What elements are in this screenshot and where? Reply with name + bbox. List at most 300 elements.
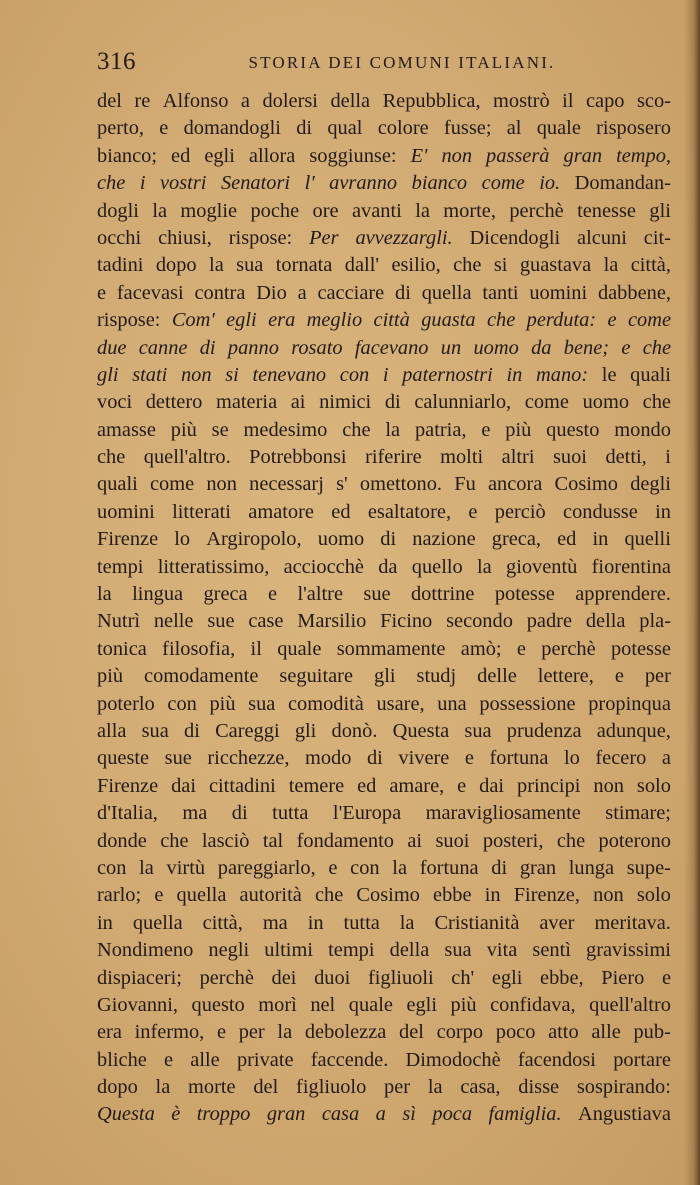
text-line [97,444,671,471]
word: egli [491,966,523,989]
word: la [385,418,401,441]
word: che [453,254,482,277]
italic-word: è [171,1103,181,1126]
word: tal [262,829,284,852]
italic-word: in [506,363,523,386]
word: infermo, [134,1021,205,1044]
word: di [384,391,401,414]
word: Piero [601,966,645,989]
word: alle [190,1048,220,1071]
word: una [437,692,467,715]
word: sue [164,747,192,770]
word: sua [464,719,492,742]
word: gli [649,199,671,222]
word: d'Italia, [97,802,158,825]
word: sommamente [336,637,446,660]
word: comodità [287,692,364,715]
word: confidava, [490,993,576,1016]
word: l'altre [297,583,344,606]
word: non [593,884,624,907]
word: la [415,199,430,222]
italic-word: due [97,336,127,359]
word: la [155,1076,171,1099]
word: pareggiarlo, [217,856,316,879]
word: sua [141,719,169,742]
word: nimici [319,391,372,414]
word: cittadini [208,774,276,797]
word: omettono. [359,473,443,496]
word: potesse [610,637,671,660]
word: bianco; [97,144,158,167]
word: chiusi, [158,226,212,249]
word: ancora [487,473,543,496]
page-number: 316 [97,48,136,75]
word: filosofia, [162,637,236,660]
word: uomini [529,281,588,304]
italic-word: e [621,336,631,359]
word: in [484,884,501,907]
text-line [97,143,671,170]
word: la [277,1021,293,1044]
word: Careggi [215,719,280,742]
word: ma [182,802,208,825]
word: Nutrì [97,610,141,633]
text-line [97,198,671,225]
word: che [342,418,371,441]
page-edge-shadow [684,0,700,1185]
italic-word: passerà [486,144,550,167]
word: litteratissimo, [157,555,270,578]
word: Angustiava [578,1103,671,1126]
word: morte, [443,199,496,222]
word: Ficino [380,610,433,633]
word: a [661,747,671,770]
word: nel [310,993,336,1016]
word: dai [479,774,505,797]
word: in [307,911,324,934]
text-line [97,663,671,690]
italic-word: non [441,144,473,167]
word: nelle [153,610,194,633]
word: domandogli [183,117,281,140]
italic-word: io. [539,172,561,195]
italic-word: che [97,172,126,195]
word: facevasi [116,281,184,304]
word: amasse [97,418,156,441]
word: la [139,856,154,879]
word: al [506,117,522,140]
word: ed [171,144,191,167]
word: non [593,774,624,797]
text-line [97,608,671,635]
word: supe- [626,856,671,879]
italic-word: un [440,336,462,359]
italic-word: tempo, [616,144,671,167]
word: quelli [624,528,671,551]
word: Nondimeno [97,939,194,962]
word: ai [407,829,423,852]
word: rispose: [97,309,161,332]
word: Dicendogli [469,226,561,249]
word: e [159,117,169,140]
word: città, [202,911,243,934]
text-line [97,417,671,444]
word: in [97,911,113,934]
text-line [97,280,671,307]
italic-word: e [607,309,617,332]
word: s' [336,473,348,496]
word: e [328,856,338,879]
word: queste [97,747,150,770]
word: perchè [541,637,596,660]
word: e [216,1021,226,1044]
word: acciocchè [283,555,364,578]
word: patria, [414,418,467,441]
word: contra [194,281,246,304]
word: guastava [519,254,592,277]
word: e [614,665,624,688]
italic-word: Per [309,226,339,249]
word: ch' [451,966,475,989]
italic-word: avvezzargli. [355,226,453,249]
word: ebbe [433,884,472,907]
word: poterlo [97,692,155,715]
word: Questa [392,719,450,742]
text-line [97,882,671,909]
word: quella [176,884,227,907]
word: Fu [454,473,476,496]
word: se [211,418,229,441]
word: quali [97,473,138,496]
word: disse [518,1076,560,1099]
word: vita [486,939,518,962]
word: usare, [376,692,425,715]
italic-word: come [627,309,671,332]
word: la [399,911,415,934]
word: più [170,418,197,441]
word: dall' [344,254,380,277]
word: condusse [563,500,638,523]
italic-word: Senatori [220,172,291,195]
word: egli [204,144,235,167]
text-line [97,718,671,745]
word: che [556,829,586,852]
word: del [399,1021,424,1044]
word: figliuolo [296,1076,367,1099]
text-line [97,965,671,992]
word: voci [97,391,133,414]
word: portare [613,1048,671,1071]
text-line [97,389,671,416]
word: tornata [275,254,333,277]
word: gravissimi [586,939,671,962]
italic-word: gran [563,144,603,167]
body-text [97,88,671,1129]
word: Potrebbonsi [249,446,347,469]
word: fiorentina [591,555,671,578]
word: amare, [389,774,445,797]
word: più [505,418,532,441]
word: e [661,966,671,989]
word: greca [203,583,248,606]
text-line [97,992,671,1019]
word: vivere [398,747,450,770]
word: sua [248,692,276,715]
italic-word: egli [226,309,257,332]
word: la [209,254,224,277]
word: che [160,829,189,852]
text-line [97,526,671,553]
word: prudenza [506,719,582,742]
word: ai [290,391,306,414]
word: tempi [97,555,144,578]
word: con [97,856,127,879]
word: ed [357,774,377,797]
word: fortuna [489,747,549,770]
italic-word: con [339,363,370,386]
word: fusse; [443,117,492,140]
text-line [97,937,671,964]
word: lo [174,528,191,551]
word: mondo [614,418,671,441]
word: faccende. [310,1048,389,1071]
text-line [97,581,671,608]
word: Cosimo [554,473,618,496]
word: colore [377,117,429,140]
italic-word: mano: [536,363,589,386]
word: a [240,90,250,112]
word: necessarj [249,473,324,496]
word: cit- [643,226,671,249]
word: Domandan- [574,172,671,195]
word: alla [97,719,127,742]
word: uomini [97,500,155,523]
word: morì [258,993,297,1016]
word: sua [236,254,264,277]
text-line [97,828,671,855]
word: amatore [248,500,314,523]
word: e [457,774,467,797]
word: autorità [239,884,302,907]
word: dopo [155,254,197,277]
word: Argiropolo, [206,528,302,551]
italic-word: città [373,309,410,332]
word: donò. [331,719,378,742]
word: tempi [328,939,375,962]
word: Repubblica, [382,90,481,112]
word: della [389,939,430,962]
italic-word: troppo [196,1103,251,1126]
italic-word: i [139,172,146,195]
word: per [238,1021,265,1044]
word: materia [215,391,278,414]
word: sue [207,610,235,633]
word: avanti [351,199,402,222]
word: fecero [595,747,647,770]
word: greca, [491,528,541,551]
word: sospirando: [576,1076,671,1099]
word: che [642,391,671,414]
italic-word: da [531,336,552,359]
word: duoi [314,966,351,989]
word: e [481,418,491,441]
word: delle [477,665,517,688]
text-line [97,745,671,772]
word: e [516,637,526,660]
word: private [236,1048,294,1071]
running-title: STORIA DEI COMUNI ITALIANI. [248,53,556,72]
word: e [154,884,164,907]
text-line [97,910,671,937]
word: debolezza [304,1021,387,1044]
word: risposero [596,117,671,140]
word: tonica [97,637,147,660]
word: dolersi [262,90,318,112]
word: soggiunse: [309,144,397,167]
word: cacciare [317,281,385,304]
text-line [97,115,671,142]
word: secondo [446,610,513,633]
word: quella [421,281,472,304]
word: a [297,281,307,304]
word: esaltatore, [367,500,452,523]
word: maravigliosamente [425,802,581,825]
word: ore [312,199,339,222]
word: di [231,802,248,825]
word: solo [636,884,671,907]
word: i [665,446,671,469]
word: si [493,254,508,277]
word: morte [188,1076,236,1099]
word: qual [327,117,363,140]
word: Cosimo [356,884,420,907]
word: fondamento [296,829,394,852]
word: di [296,117,313,140]
word: e [268,583,278,606]
word: dabbene, [597,281,671,304]
word: Dio [256,281,287,304]
word: rispose: [228,226,293,249]
italic-word: uomo [473,336,519,359]
word: aver [539,911,575,934]
text-line [97,1019,671,1046]
word: di [380,528,397,551]
italic-word: facevano [354,336,429,359]
word: Dimodochè [405,1048,501,1071]
word: quell'altro. [143,446,231,469]
word: apprendere. [575,583,671,606]
word: egli [406,993,438,1016]
word: l'Europa [332,802,402,825]
word: uomo [317,528,365,551]
word: padre [526,610,573,633]
italic-word: sì [402,1103,416,1126]
text-line [97,225,671,252]
word: studj [416,665,457,688]
word: ma [262,911,288,934]
word: in [592,528,609,551]
word: solo [636,774,671,797]
word: amò; [460,637,502,660]
word: che [314,884,344,907]
word: lasciò [201,829,250,852]
word: meritava. [594,911,671,934]
word: atto [548,1021,579,1044]
word: stimare; [605,802,671,825]
word: da [378,555,398,578]
word: più [450,993,477,1016]
word: tenesse [577,199,636,222]
italic-word: panno [227,336,279,359]
word: Alfonso [162,90,229,112]
word: figliuoli [367,966,434,989]
word: il [250,637,262,660]
word: la [427,1076,443,1099]
italic-word: gran [266,1103,306,1126]
word: allora [248,144,296,167]
word: pla- [639,610,671,633]
word: per [644,665,671,688]
italic-word: vostri [160,172,207,195]
text-line [97,499,671,526]
word: uomo [582,391,630,414]
word: virtù [166,856,206,879]
word: altri [501,446,535,469]
word: suoi [435,829,470,852]
text-line [97,773,671,800]
word: lingua [132,583,184,606]
italic-word: rosato [291,336,343,359]
word: riferire [365,446,422,469]
word: lo [563,747,580,770]
word: che [97,446,126,469]
word: degli [630,473,671,496]
word: perchè [509,199,564,222]
word: dei [271,966,297,989]
word: e [97,281,107,304]
word: fortuna [419,856,479,879]
text-line [97,1047,671,1074]
italic-word: guasta [421,309,476,332]
word: molti [440,446,484,469]
text-line [97,1074,671,1101]
word: occhi [97,226,142,249]
word: case [248,610,284,633]
word: quale [536,117,581,140]
word: pub- [633,1021,671,1044]
word: moglie [180,199,238,222]
word: quali [630,363,671,386]
word: quale [348,993,393,1016]
word: facendosi [517,1048,596,1071]
word: temere [288,774,345,797]
text-line [97,1101,671,1128]
word: detti, [605,446,647,469]
text-line [97,554,671,581]
word: casa, [460,1076,501,1099]
word: la [477,555,492,578]
italic-word: paternostri [402,363,493,386]
italic-word: che [642,336,671,359]
word: rarlo; [97,884,142,907]
italic-word: canne [138,336,188,359]
word: quell'altro [589,993,671,1016]
word: perciò [494,500,546,523]
text-line [97,636,671,663]
word: e [464,747,474,770]
italic-word: meglio [306,309,363,332]
italic-word: di [199,336,216,359]
